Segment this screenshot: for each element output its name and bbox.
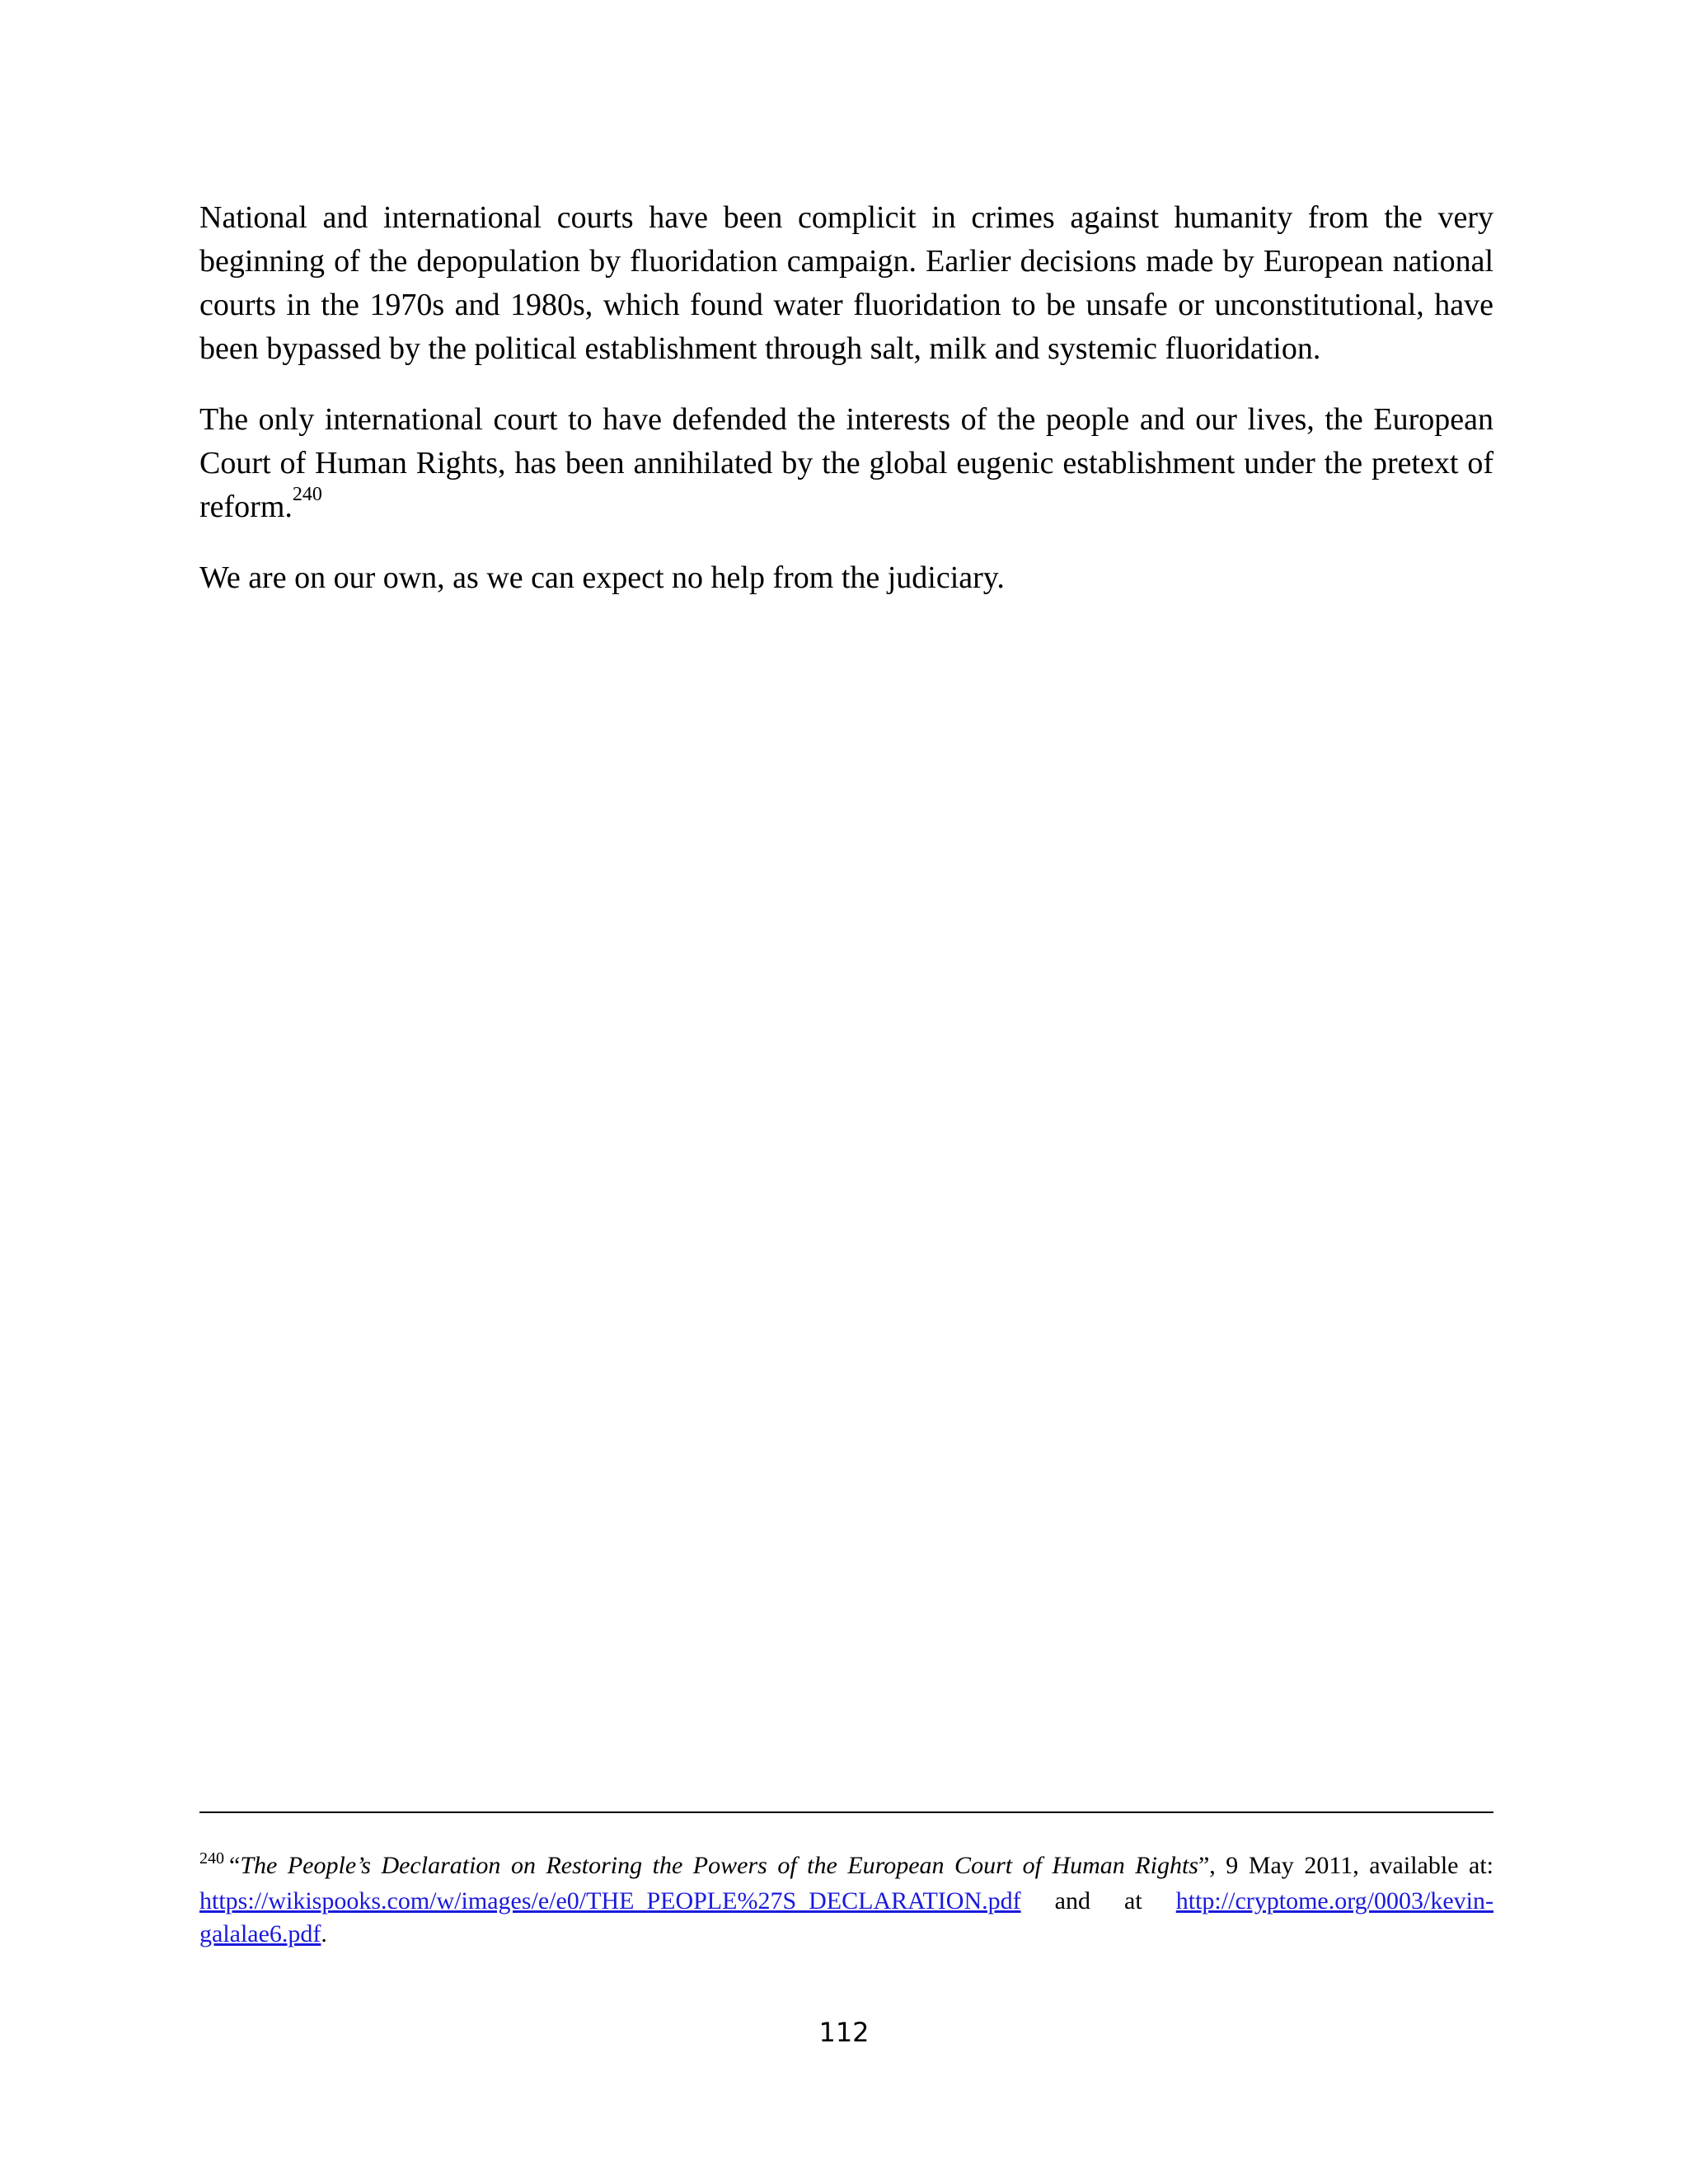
footnote-middle: and at (1020, 1887, 1176, 1915)
footnote-separator (199, 1811, 1493, 1813)
paragraph-1-text: National and international courts have been complicit in crimes against humanity from the very beginning of the depopulation by fluoridation campaign. Earlier decisions made by European national courts in the 1970s and 1980s, which found water fluoridation to be unsafe or unconstitutional, have been bypassed by the political establishment through salt, milk and systemic fluoridation. (199, 200, 1493, 366)
paragraph-2-text: The only international court to have defended the interests of the people and our lives, the European Court of Human Rights, has been annihilated by the global eugenic establishment under the pretext of reform. (199, 402, 1493, 524)
paragraph-3-text: We are on our own, as we can expect no help from the judiciary. (199, 560, 1005, 595)
footnote-end: . (321, 1920, 327, 1947)
footnote-reference[interactable]: 240 (292, 484, 322, 506)
footnote-open-quote: “ (229, 1852, 241, 1879)
footnote-title: The People’s Declaration on Restoring the Powers of the European Court of Human Rights (240, 1852, 1198, 1879)
footnote (199, 1849, 1493, 1951)
paragraph-2 (199, 398, 1493, 529)
page-number: 112 (818, 2017, 870, 2048)
footnote-after-title: ”, 9 May 2011, available at: (1198, 1852, 1493, 1879)
footnote-link-wikispooks[interactable]: https://wikispooks.com/w/images/e/e0/THE_PEOPLE%27S_DECLARATION.pdf (199, 1887, 1021, 1915)
paragraph-3 (199, 556, 1493, 600)
paragraph-1 (199, 196, 1493, 371)
footnote-link-cryptome[interactable]: http://cryptome.org/0003/kevin-galalae6.pdf (199, 1887, 1493, 1947)
footnote-number: 240 (199, 1849, 224, 1868)
body-text (199, 196, 1493, 627)
